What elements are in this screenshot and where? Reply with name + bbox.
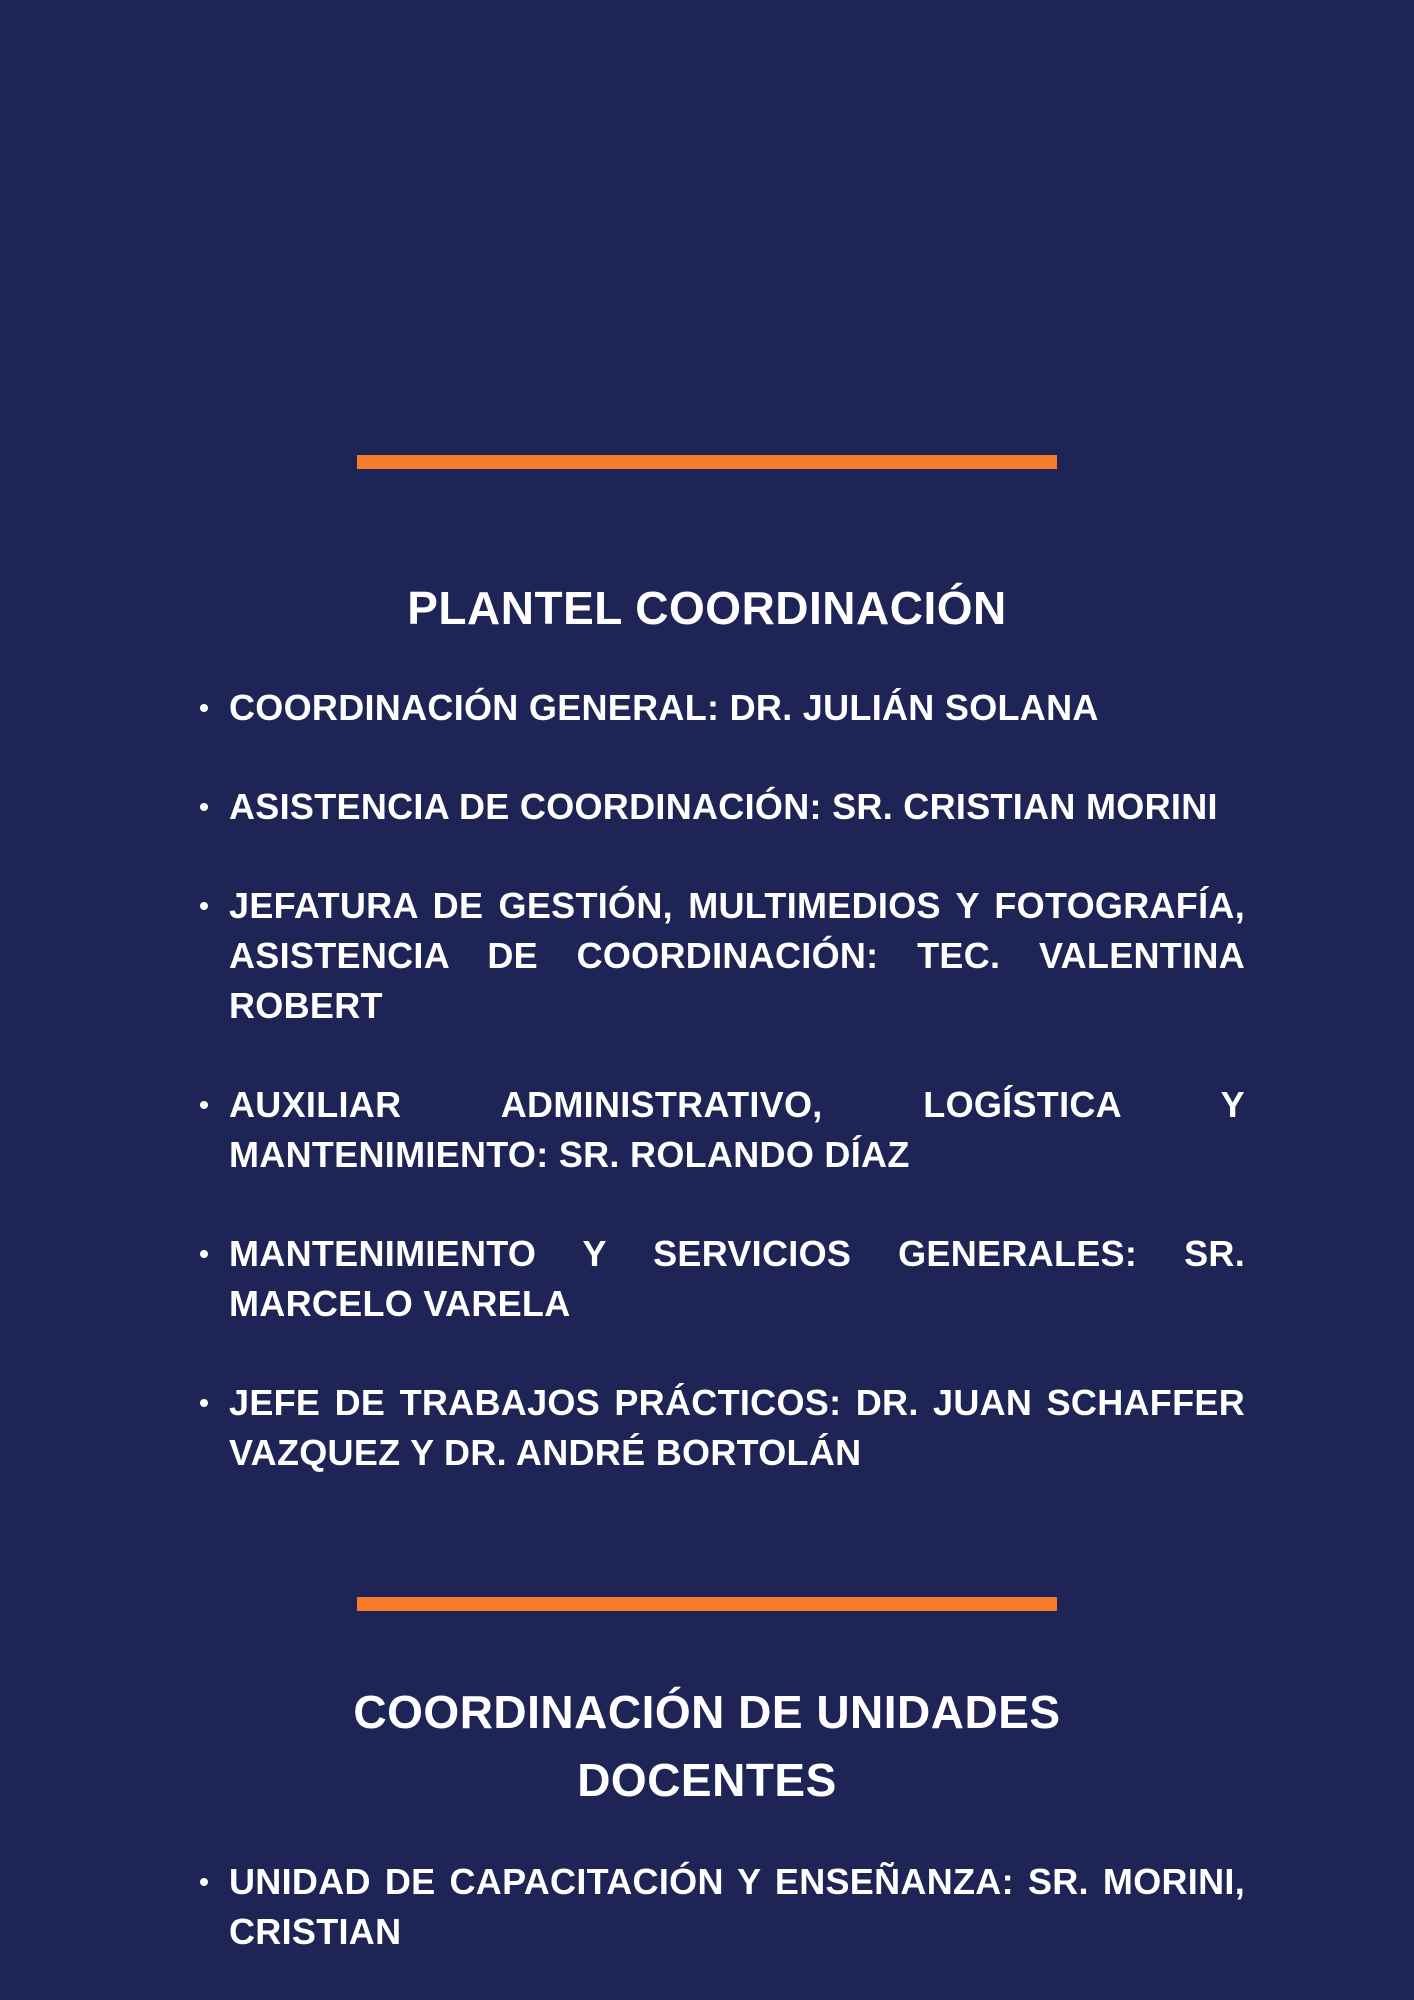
list-item: AUXILIAR ADMINISTRATIVO, LOGÍSTICA Y MANTENIMIENTO: SR. ROLANDO DÍAZ	[229, 1080, 1245, 1180]
unidades-list	[229, 1857, 1245, 1957]
divider-rule-middle	[357, 1597, 1057, 1611]
list-item: COORDINACIÓN GENERAL: DR. JULIÁN SOLANA	[229, 683, 1245, 733]
list-item: JEFATURA DE GESTIÓN, MULTIMEDIOS Y FOTOGRAFÍA, ASISTENCIA DE COORDINACIÓN: TEC. VALENTINA ROBERT	[229, 881, 1245, 1031]
list-item: JEFE DE TRABAJOS PRÁCTICOS: DR. JUAN SCHAFFER VAZQUEZ Y DR. ANDRÉ BORTOLÁN	[229, 1378, 1245, 1478]
divider-rule-top	[357, 455, 1057, 469]
list-item: UNIDAD DE CAPACITACIÓN Y ENSEÑANZA: SR. MORINI, CRISTIAN	[229, 1857, 1245, 1957]
list-item: MANTENIMIENTO Y SERVICIOS GENERALES: SR. MARCELO VARELA	[229, 1229, 1245, 1329]
list-item: ASISTENCIA DE COORDINACIÓN: SR. CRISTIAN MORINI	[229, 782, 1245, 832]
plantel-list	[229, 683, 1245, 1478]
section-title-plantel: PLANTEL COORDINACIÓN	[407, 582, 1007, 634]
section-title-unidades: COORDINACIÓN DE UNIDADES DOCENTES	[353, 1686, 1061, 1806]
